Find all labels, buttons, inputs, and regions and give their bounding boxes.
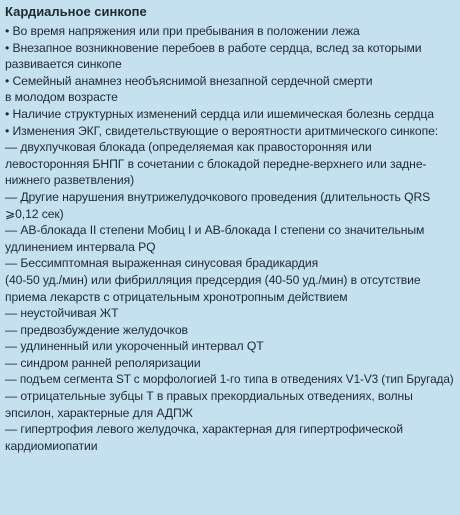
criteria-line: — предвозбуждение желудочков: [5, 322, 188, 337]
criteria-line: — Бессимптомная выраженная синусовая брадикардия: [5, 256, 319, 271]
criteria-line: левосторонняя БНПГ в сочетании с блокадой передне-верхнего или задне-: [5, 156, 427, 171]
criteria-list: [5, 23, 456, 454]
criteria-line: • Изменения ЭКГ, свидетельствующие о вероятности аритмического синкопе:: [5, 123, 439, 138]
criteria-line: кардиомиопатии: [5, 438, 98, 453]
criteria-line: • Во время напряжения или при пребывания в положении лежа: [5, 24, 360, 38]
criteria-line: эпсилон, характерные для АДПЖ: [5, 405, 193, 420]
criteria-line: — двухпучковая блокада (определяемая как правосторонняя или: [5, 140, 372, 155]
criteria-line: — Другие нарушения внутрижелудочкового проведения (длительность QRS: [5, 189, 431, 204]
criteria-line: • Внезапное возникновение перебоев в работе сердца, вслед за которыми: [5, 40, 422, 55]
criteria-line: • Наличие структурных изменений сердца или ишемическая болезнь сердца: [5, 106, 434, 121]
criteria-line: — синдром ранней реполяризации: [5, 355, 201, 370]
criteria-line: • Семейный анамнез необъяснимой внезапной сердечной смерти: [5, 73, 373, 88]
criteria-line: — подъем сегмента ST с морфологией 1-го типа в отведениях V1-V3 (тип Бругада): [5, 372, 454, 387]
criteria-line: — отрицательные зубцы Т в правых прекордиальных отведениях, волны: [5, 389, 413, 404]
criteria-line: развивается синкопе: [5, 57, 122, 72]
criteria-line: (40-50 уд./мин) или фибрилляция предсердия (40-50 уд./мин) в отсутствие: [5, 272, 421, 287]
criteria-line: ⩾0,12 сек): [5, 206, 64, 221]
criteria-line: — АВ-блокада II степени Мобиц I и АВ-блокада I степени со значительным: [5, 223, 425, 238]
criteria-line: — гипертрофия левого желудочка, характерная для гипертрофической: [5, 422, 403, 437]
criteria-line: в молодом возрасте: [5, 90, 118, 105]
criteria-line: — неустойчивая ЖТ: [5, 306, 119, 321]
box-title: Кардиальное синкопе: [5, 4, 147, 19]
criteria-line: нижнего разветвления): [5, 173, 135, 188]
criteria-line: удлинением интервала PQ: [5, 239, 156, 254]
criteria-line: — удлиненный или укороченный интервал QT: [5, 339, 264, 354]
criteria-line: приема лекарств с отрицательным хронотропным действием: [5, 289, 348, 304]
